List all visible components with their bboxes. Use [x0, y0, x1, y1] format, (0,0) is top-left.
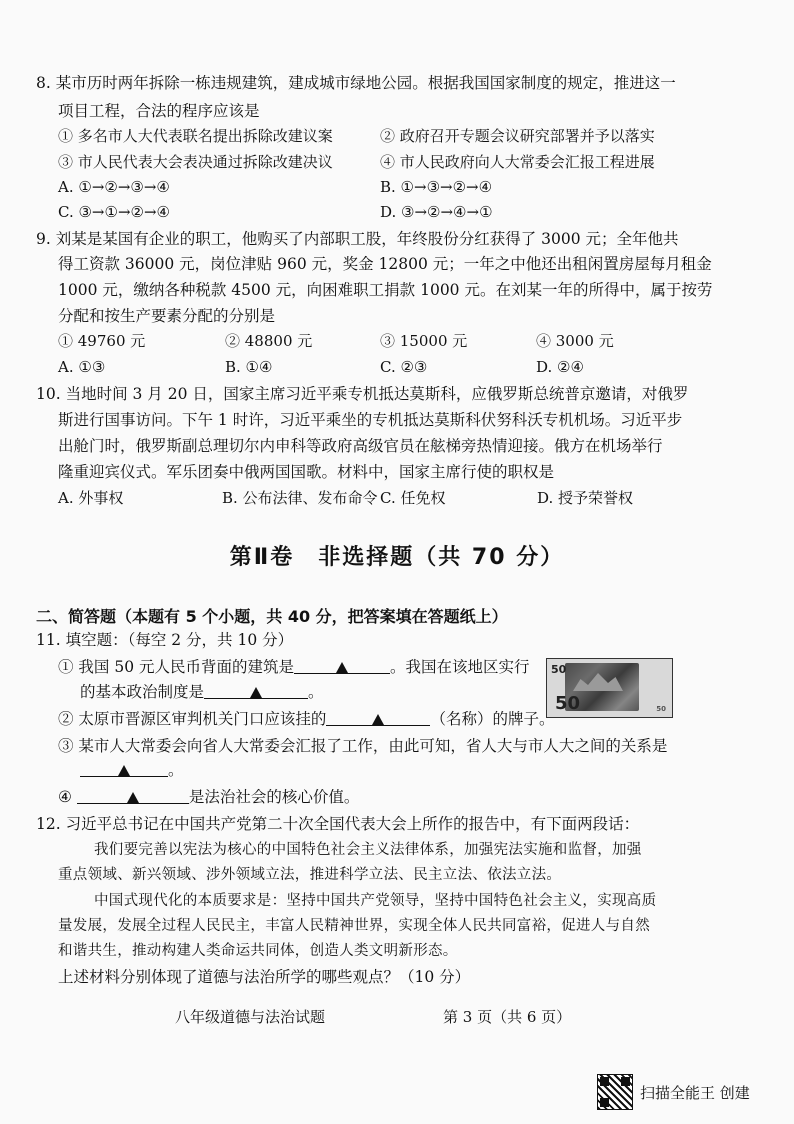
q9-item-3: ③ 15000 元: [380, 332, 468, 350]
q12-para2-line3: 和谐共生，推动构建人类命运共同体，创造人类文明新形态。: [58, 943, 458, 959]
q12-para1-line1: 我们要完善以宪法为核心的中国特色社会主义法律体系，加强宪法实施和监督，加强: [94, 842, 642, 858]
q11-blank-2[interactable]: [204, 682, 308, 699]
q11-blank-5[interactable]: [77, 787, 189, 804]
footer-subject: 八年级道德与法治试题: [175, 1008, 326, 1026]
triangle-icon: [127, 792, 139, 803]
q9-option-d: D. ②④: [536, 358, 584, 376]
qr-code-icon: [597, 1074, 633, 1110]
q11-blank-3[interactable]: [326, 709, 430, 726]
q9-stem-line2: 得工资款 36000 元，岗位津贴 960 元，奖金 12800 元；一年之中他还出租闲置房屋每月租金: [58, 255, 712, 273]
q9-option-c: C. ②③: [380, 358, 428, 376]
q11-sentence-4: [58, 787, 359, 807]
q11-sentence-3a: ③ 某市人大常委会向省人大常委会汇报了工作，由此可知，省人大与市人大之间的关系是: [58, 737, 668, 755]
q10-stem-line4: 隆重迎宾仪式。军乐团奏中俄两国国歌。材料中，国家主席行使的职权是: [58, 463, 555, 481]
banknote-value-small: 50: [551, 663, 567, 676]
q11-s4-text-b: 是法治社会的核心价值。: [188, 788, 360, 806]
q10-option-b: B. 公布法律、发布命令: [222, 489, 378, 507]
triangle-icon: [372, 714, 384, 725]
q11-sentence-2: [58, 709, 554, 729]
q8-item-4: ④ 市人民政府向人大常委会汇报工程进展: [380, 153, 655, 171]
q9-stem-line3: 1000 元，缴纳各种税款 4500 元，向困难职工捐款 1000 元。在刘某一年的所得中，属于按劳: [58, 281, 713, 299]
q12-para2-line2: 量发展，发展全过程人民民主，丰富人民精神世界，实现全体人民共同富裕，促进人与自然: [58, 918, 650, 934]
section-title: 第Ⅱ卷 非选择题（共 70 分）: [229, 545, 565, 570]
q10-option-c: C. 任免权: [380, 489, 446, 507]
q9-stem-line1: 9. 刘某是某国有企业的职工，他购买了内部职工股，年终股份分红获得了 3000 元；全年他共: [36, 230, 679, 248]
q11-s1-text-d: 。: [308, 683, 324, 701]
q8-item-2: ② 政府召开专题会议研究部署并予以落实: [380, 127, 655, 145]
q10-stem-line3: 出舱门时，俄罗斯副总理切尔内申科等政府高级官员在舷梯旁热情迎接。俄方在机场举行: [58, 437, 663, 455]
q9-item-2: ② 48800 元: [225, 332, 313, 350]
q11-s2-text-b: （名称）的牌子。: [430, 710, 555, 728]
q12-para2-line1: 中国式现代化的本质要求是：坚持中国共产党领导，坚持中国特色社会主义，实现高质: [94, 893, 657, 909]
q10-option-d: D. 授予荣誉权: [537, 489, 634, 507]
banknote-image: [546, 658, 673, 718]
footer-page-number: 第 3 页（共 6 页）: [443, 1008, 572, 1026]
q11-s1-text-c: 的基本政治制度是: [80, 683, 205, 701]
part2-heading: 二、简答题（本题有 5 个小题，共 40 分，把答案填在答题纸上）: [36, 607, 508, 626]
q12-stem: 12. 习近平总书记在中国共产党第二十次全国代表大会上所作的报告中，有下面两段话：: [36, 815, 640, 833]
q11-sentence-3b: [80, 760, 184, 780]
q9-option-a: A. ①③: [58, 358, 106, 376]
q8-item-1: ① 多名市人大代表联名提出拆除改建议案: [58, 127, 333, 145]
banknote-corner-value: 50: [656, 705, 666, 713]
q11-sentence-1a: [58, 657, 530, 677]
q11-s4-text-a: ④: [58, 788, 72, 806]
q8-option-c: C. ③→①→②→④: [58, 203, 170, 221]
banknote-value-large: 50: [555, 693, 581, 714]
q11-s3-text-b: 。: [168, 761, 184, 779]
q9-item-4: ④ 3000 元: [536, 332, 614, 350]
q8-option-a: A. ①→②→③→④: [58, 178, 170, 196]
q11-s1-text-b: 。我国在该地区实行: [390, 658, 530, 676]
q8-option-d: D. ③→②→④→①: [380, 203, 493, 221]
q9-stem-line4: 分配和按生产要素分配的分别是: [58, 307, 276, 325]
triangle-icon: [118, 765, 130, 776]
q9-item-1: ① 49760 元: [58, 332, 146, 350]
q11-s2-text-a: ② 太原市晋源区审判机关门口应该挂的: [58, 710, 327, 728]
q12-para1-line2: 重点领域、新兴领域、涉外领域立法，推进科学立法、民主立法、依法立法。: [58, 867, 562, 883]
triangle-icon: [336, 662, 348, 673]
q8-option-b: B. ①→③→②→④: [380, 178, 493, 196]
q8-stem-line2: 项目工程，合法的程序应该是: [58, 102, 260, 120]
q8-stem-line1: 8. 某市历时两年拆除一栋违规建筑，建成城市绿地公园。根据我国国家制度的规定，推进这一: [36, 74, 676, 92]
q11-title: 11. 填空题：（每空 2 分，共 10 分）: [36, 631, 294, 649]
q11-sentence-1b: [80, 682, 324, 702]
q11-blank-4[interactable]: [80, 760, 168, 777]
q10-stem-line2: 斯进行国事访问。下午 1 时许，习近平乘坐的专机抵达莫斯科伏努科沃专机机场。习近平步: [58, 411, 683, 429]
q9-option-b: B. ①④: [225, 358, 273, 376]
scanner-watermark: 扫描全能王 创建: [640, 1084, 750, 1102]
q11-blank-1[interactable]: [294, 657, 390, 674]
q10-stem-line1: 10. 当地时间 3 月 20 日，国家主席习近平乘专机抵达莫斯科，应俄罗斯总统普京邀请，对俄罗: [36, 385, 689, 403]
q10-option-a: A. 外事权: [58, 489, 124, 507]
triangle-icon: [250, 687, 262, 698]
q11-s1-text-a: ① 我国 50 元人民币背面的建筑是: [58, 658, 295, 676]
q12-question: 上述材料分别体现了道德与法治所学的哪些观点？（10 分）: [58, 968, 471, 986]
q8-item-3: ③ 市人民代表大会表决通过拆除改建决议: [58, 153, 333, 171]
